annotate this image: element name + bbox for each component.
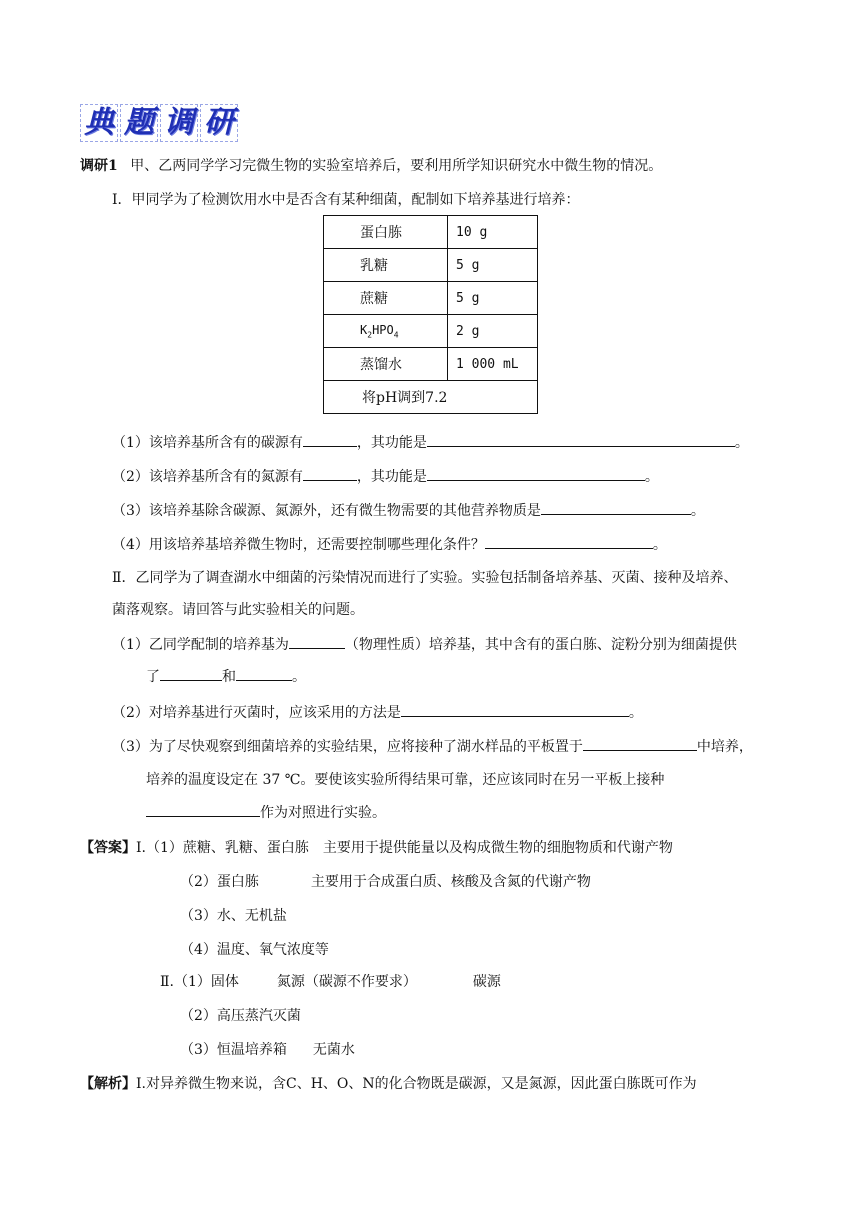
question-text: 。 bbox=[292, 669, 306, 685]
part1-question-3 bbox=[112, 500, 705, 521]
logo-char: 研 bbox=[200, 104, 238, 142]
table-cell-name: 蒸馏水 bbox=[324, 348, 448, 381]
answer-line-7 bbox=[180, 1040, 355, 1060]
question-text: （3）为了尽快观察到细菌培养的实验结果，应将接种了湖水样品的平板置于 bbox=[112, 739, 583, 755]
question-text: 作为对照进行实验。 bbox=[260, 805, 386, 821]
part2-intro-line2: 菌落观察。请回答与此实验相关的问题。 bbox=[112, 602, 364, 618]
table-cell-amount: 10 g bbox=[448, 216, 538, 249]
part1-question-4 bbox=[112, 534, 667, 555]
table-footer: 将pH调到7.2 bbox=[324, 381, 538, 414]
question-stem bbox=[80, 156, 662, 176]
question-text: 和 bbox=[222, 669, 236, 685]
formula-subscript: 2 bbox=[367, 330, 373, 340]
answer-text: （2）蛋白胨 bbox=[180, 874, 259, 890]
table-row bbox=[324, 282, 538, 315]
answer-text: （3）恒温培养箱 bbox=[180, 1042, 287, 1058]
part2-question-2 bbox=[112, 702, 643, 723]
question-text: （3）该培养基除含碳源、氮源外，还有微生物需要的其他营养物质是 bbox=[112, 503, 541, 519]
formula-subscript: 4 bbox=[393, 330, 399, 340]
answer-text: Ⅱ.（1）固体 bbox=[160, 974, 239, 990]
answer-line-4: （4）温度、氧气浓度等 bbox=[180, 942, 329, 958]
answer-blank bbox=[401, 702, 629, 717]
answer-blank bbox=[303, 432, 357, 447]
formula-part: K bbox=[360, 322, 368, 337]
answer-line-2 bbox=[180, 872, 591, 892]
table-cell-name bbox=[324, 315, 448, 348]
table-row bbox=[324, 216, 538, 249]
answer-label: 【答案】 bbox=[80, 840, 136, 856]
part2-question-3-cont2 bbox=[146, 802, 386, 823]
question-text: 。 bbox=[652, 537, 667, 553]
answer-line-6: （2）高压蒸汽灭菌 bbox=[180, 1008, 301, 1024]
question-text: 。 bbox=[690, 503, 705, 519]
answer-blank bbox=[427, 432, 735, 447]
table-cell-amount: 5 g bbox=[448, 249, 538, 282]
question-text: （物理性质）培养基，其中含有的蛋白胨、淀粉分别为细菌提供 bbox=[344, 637, 737, 653]
table-cell-amount: 5 g bbox=[448, 282, 538, 315]
table-cell-name: 蛋白胨 bbox=[324, 216, 448, 249]
answer-line-1 bbox=[80, 838, 673, 858]
question-text: 。 bbox=[628, 705, 643, 721]
answer-line-5 bbox=[160, 972, 501, 992]
formula-part: HPO bbox=[372, 322, 394, 337]
question-label: 调研1 bbox=[80, 158, 118, 174]
question-text: 中培养， bbox=[696, 739, 753, 755]
question-text: （4）用该培养基培养微生物时，还需要控制哪些理化条件？ bbox=[112, 537, 485, 553]
part2-question-3-cont: 培养的温度设定在 37 ℃。要使该实验所得结果可靠，还应该同时在另一平板上接种 bbox=[146, 772, 665, 788]
answer-blank bbox=[583, 736, 697, 751]
answer-blank bbox=[427, 466, 645, 481]
answer-blank bbox=[160, 666, 222, 681]
question-text: 了 bbox=[146, 669, 160, 685]
answer-line-3: （3）水、无机盐 bbox=[180, 908, 287, 924]
medium-table bbox=[323, 215, 538, 414]
analysis-label: 【解析】 bbox=[80, 1076, 136, 1092]
part1-intro: Ⅰ．甲同学为了检测饮用水中是否含有某种细菌，配制如下培养基进行培养： bbox=[112, 192, 580, 208]
question-text: ，其功能是 bbox=[356, 469, 427, 485]
answer-text: 无菌水 bbox=[312, 1042, 355, 1058]
part2-intro-line1: Ⅱ．乙同学为了调查湖水中细菌的污染情况而进行了实验。实验包括制备培养基、灭菌、接种及培养、 bbox=[112, 570, 738, 586]
answer-blank bbox=[289, 634, 345, 649]
table-row bbox=[324, 315, 538, 348]
question-text: 。 bbox=[644, 469, 659, 485]
answer-blank bbox=[485, 534, 653, 549]
question-stem-text: 甲、乙两同学学习完微生物的实验室培养后，要利用所学知识研究水中微生物的情况。 bbox=[130, 158, 663, 174]
question-text: （2）该培养基所含有的氮源有 bbox=[112, 469, 303, 485]
question-text: （1）乙同学配制的培养基为 bbox=[112, 637, 289, 653]
answer-blank bbox=[146, 802, 260, 817]
part2-question-3 bbox=[112, 736, 753, 757]
answer-text: Ⅰ.（1）蔗糖、乳糖、蛋白胨 主要用于提供能量以及构成微生物的细胞物质和代谢产物 bbox=[136, 840, 673, 856]
table-row bbox=[324, 249, 538, 282]
logo-char: 题 bbox=[120, 104, 158, 142]
answer-text: 氮源（碳源不作要求） bbox=[276, 974, 417, 990]
analysis-line-1 bbox=[80, 1074, 697, 1094]
table-cell-name: 蔗糖 bbox=[324, 282, 448, 315]
logo-char: 典 bbox=[80, 104, 118, 142]
table-row bbox=[324, 381, 538, 414]
question-text: 。 bbox=[734, 435, 749, 451]
table-cell-amount: 1 000 mL bbox=[448, 348, 538, 381]
answer-blank bbox=[303, 466, 357, 481]
analysis-text: Ⅰ.对异养微生物来说，含C、H、O、N的化合物既是碳源，又是氮源，因此蛋白胨既可作为 bbox=[136, 1076, 697, 1092]
part1-question-1 bbox=[112, 432, 749, 453]
part2-question-1 bbox=[112, 634, 737, 655]
table-cell-name: 乳糖 bbox=[324, 249, 448, 282]
logo-char: 调 bbox=[160, 104, 198, 142]
part1-question-2 bbox=[112, 466, 659, 487]
question-text: （1）该培养基所含有的碳源有 bbox=[112, 435, 303, 451]
table-row bbox=[324, 348, 538, 381]
table-cell-amount: 2 g bbox=[448, 315, 538, 348]
question-text: ，其功能是 bbox=[356, 435, 427, 451]
question-text: （2）对培养基进行灭菌时，应该采用的方法是 bbox=[112, 705, 401, 721]
answer-blank bbox=[236, 666, 292, 681]
answer-text: 主要用于合成蛋白质、核酸及含氮的代谢产物 bbox=[310, 874, 591, 890]
part2-question-1-cont bbox=[146, 666, 306, 687]
answer-blank bbox=[541, 500, 691, 515]
answer-text: 碳源 bbox=[472, 974, 501, 990]
